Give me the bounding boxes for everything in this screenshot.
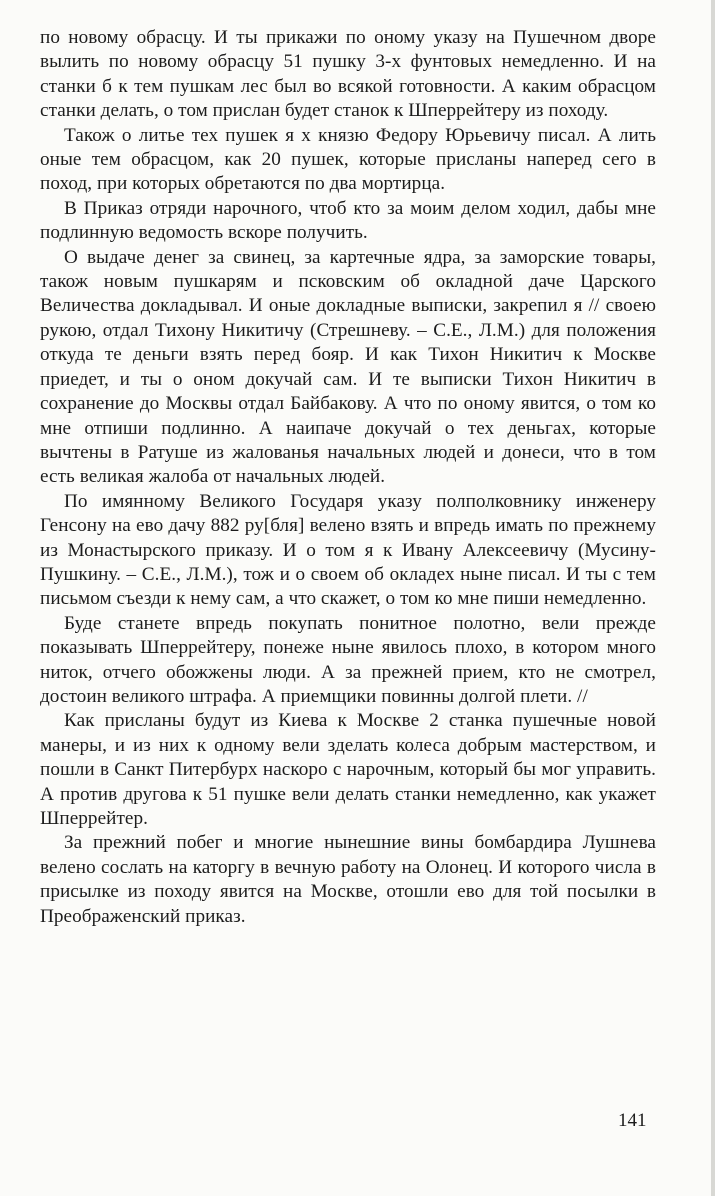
page-number: 141 bbox=[618, 1110, 647, 1131]
paragraph-3: В Приказ отряди нарочного, чтоб кто за моим делом ходил, дабы мне подлинную ведомость вскоре получить. bbox=[40, 197, 656, 244]
paragraph-7: Как присланы будут из Киева к Москве 2 станка пушечные новой манеры, и из них к одному вели зделать колеса добрым мастерством, и пошли в Санкт Питербурх наскоро с нарочным, который бы мог управить. А против другова к 51 пушке вели делать станки немедленно, как укажет Шперрейтер. bbox=[40, 710, 656, 829]
paragraph-8: За прежний побег и многие нынешние вины бомбардира Лушнева велено сослать на каторгу в вечную работу на Олонец. И которого числа в присылке из походу явится на Москве, отошли ево для той посылки в Преображенский приказ. bbox=[40, 832, 656, 927]
page-edge-shadow bbox=[711, 0, 715, 1196]
paragraph-6: Буде станете впредь покупать понитное полотно, вели прежде показывать Шперрейтеру, понеже ныне явилось плохо, в котором много ниток, отчего обожжены люди. А за прежней прием, кто не смотрел, достоин великого штрафа. А приемщики повинны долгой плети. // bbox=[40, 612, 656, 707]
paragraph-2: Також о литье тех пушек я х князю Федору Юрьевичу писал. А лить оные тем обрасцом, как 20 пушек, которые присланы наперед сего в поход, при которых обретаются по два мортирца. bbox=[40, 124, 656, 195]
paragraph-5: По имянному Великого Государя указу полполковнику инженеру Генсону на ево дачу 882 ру[бля] велено взять и впредь имать по прежнему из Монастырского приказу. И о том я к Ивану Алексеевичу (Мусину-Пушкину. – С.Е., Л.М.), тож и о своем об окладех ныне писал. И ты с тем письмом съезди к нему сам, а что скажет, о том ко мне пиши немедленно. bbox=[40, 490, 656, 610]
paragraph-4: О выдаче денег за свинец, за картечные ядра, за заморские товары, також новым пушкарям и псковским об окладной даче Царского Величества докладывал. И оные докладные выписки, закрепил я // своею рукою, отдал Тихону Никитичу (Стрешневу. – С.Е., Л.М.) для положения откуда те деньги взять перед бояр. И как Тихон Никитич к Москве приедет, и ты о оном докучай сам. И те выписки Тихон Никитич в сохранение до Москвы отдал Байбакову. А что по оному явится, о том ко мне отпиши подлинно. А наипаче докучай о тех деньгах, которые вычтены в Ратуше из жалованья начальных людей и донеси, что в том есть великая жалоба от начальных людей. bbox=[40, 246, 656, 488]
paragraph-1: по новому обрасцу. И ты прикажи по оному указу на Пушечном дворе вылить по новому обрасцу 51 пушку 3-х фунтовых немедленно. И на станки б к тем пушкам лес был во всякой готовности. А каким обрасцом станки делать, о том прислан будет станок к Шперрейтеру из походу. bbox=[40, 27, 656, 122]
body-text bbox=[40, 26, 656, 929]
